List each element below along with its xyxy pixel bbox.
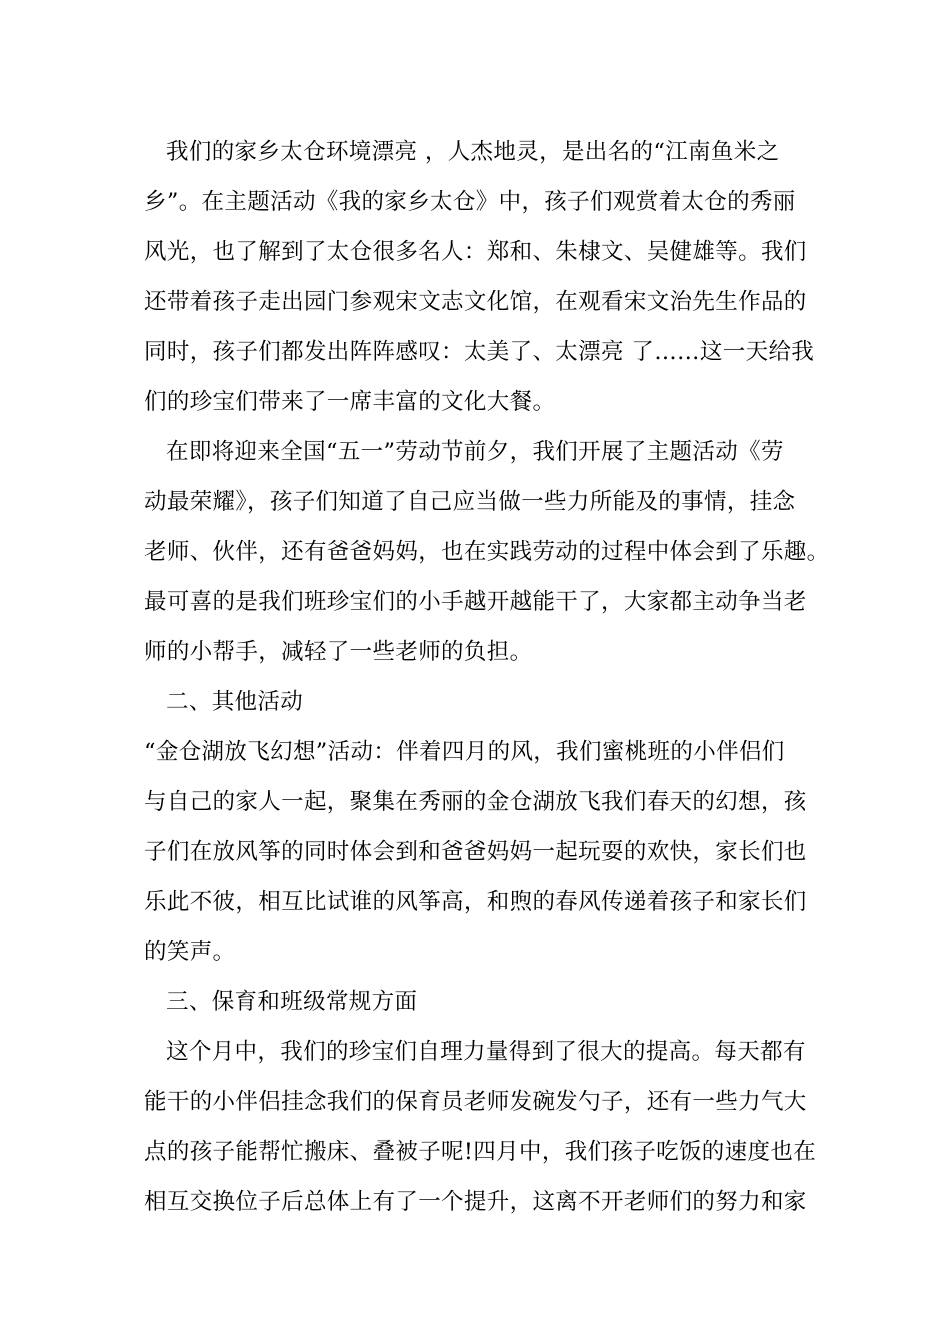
text-line: 同时，孩子们都发出阵阵感叹：太美了、太漂亮 了……这一天给我 bbox=[144, 339, 815, 365]
text-line: 乡”。在主题活动《我的家乡太仓》中，孩子们观赏着太仓的秀丽 bbox=[144, 189, 796, 215]
text-line: 能干的小伴侣挂念我们的保育员老师发碗发勺子，还有一些力气大 bbox=[144, 1089, 807, 1115]
text-line: “金仓湖放飞幻想”活动：伴着四月的风，我们蜜桃班的小伴侣们 bbox=[144, 739, 785, 765]
text-line: 们的珍宝们带来了一席丰富的文化大餐。 bbox=[144, 389, 556, 415]
section-heading: 三、保育和班级常规方面 bbox=[166, 989, 418, 1015]
text-line: 点的孩子能帮忙搬床、叠被子呢!四月中，我们孩子吃饭的速度也在 bbox=[144, 1139, 817, 1165]
text-line: 动最荣耀》，孩子们知道了自己应当做一些力所能及的事情，挂念 bbox=[144, 489, 796, 515]
text-line: 老师、伙伴，还有爸爸妈妈，也在实践劳动的过程中体会到了乐趣。 bbox=[144, 539, 830, 565]
text-line: 子们在放风筝的同时体会到和爸爸妈妈一起玩耍的欢快，家长们也 bbox=[144, 839, 807, 865]
section-heading: 二、其他活动 bbox=[166, 689, 304, 715]
text-line: 我们的家乡太仓环境漂亮 ，人杰地灵，是出名的“江南鱼米之 bbox=[166, 139, 780, 165]
text-line: 这个月中，我们的珍宝们自理力量得到了很大的提高。每天都有 bbox=[166, 1039, 806, 1065]
text-line: 与自己的家人一起，聚集在秀丽的金仓湖放飞我们春天的幻想，孩 bbox=[144, 789, 807, 815]
text-line: 最可喜的是我们班珍宝们的小手越开越能干了，大家都主动争当老 bbox=[144, 589, 807, 615]
text-line: 师的小帮手，减轻了一些老师的负担。 bbox=[144, 639, 533, 665]
text-line: 的笑声。 bbox=[144, 939, 236, 965]
text-line: 风光，也了解到了太仓很多名人：郑和、朱棣文、吴健雄等。我们 bbox=[144, 239, 807, 265]
text-line: 乐此不彼，相互比试谁的风筝高，和煦的春风传递着孩子和家长们 bbox=[144, 889, 807, 915]
text-line: 在即将迎来全国“五一”劳动节前夕，我们开展了主题活动《劳 bbox=[166, 439, 784, 465]
text-line: 相互交换位子后总体上有了一个提升，这离不开老师们的努力和家 bbox=[144, 1189, 807, 1215]
text-line: 还带着孩子走出园门参观宋文志文化馆，在观看宋文治先生作品的 bbox=[144, 289, 807, 315]
